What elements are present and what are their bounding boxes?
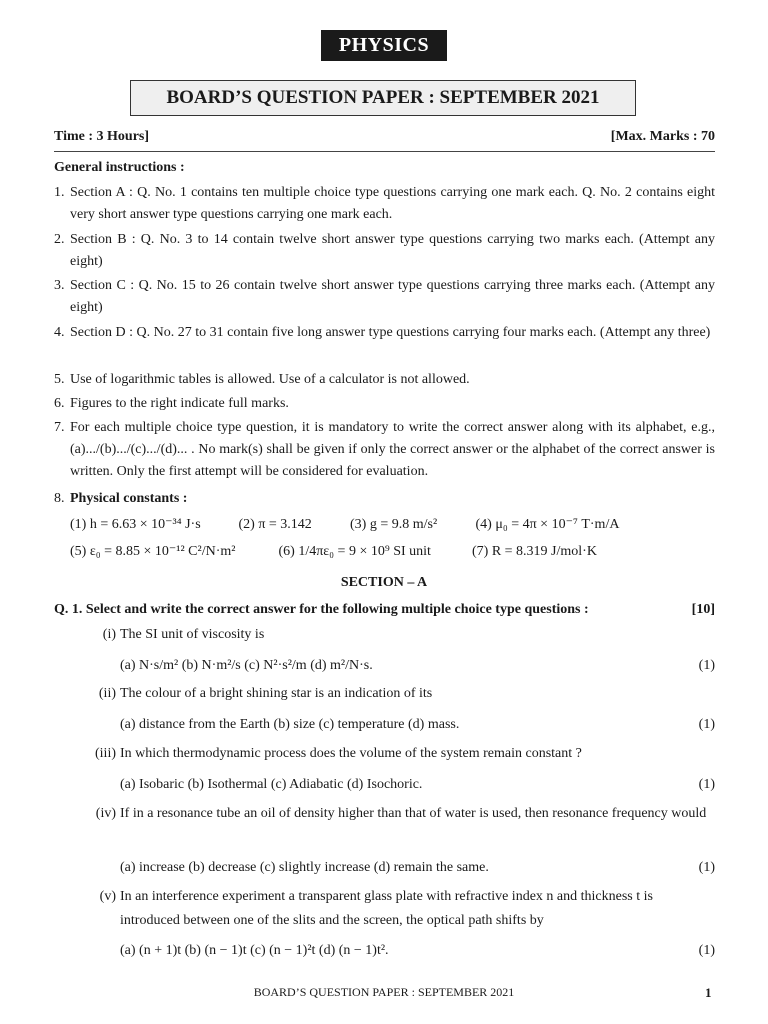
- instruction-text: Section B : Q. No. 3 to 14 contain twelve short answer type questions carrying two marks each. (Attempt any eight): [70, 232, 715, 269]
- subquestion-label: (v): [99, 889, 116, 904]
- instruction-number: 4.: [54, 325, 65, 340]
- instruction-item: [54, 393, 715, 415]
- instruction-text: Section D : Q. No. 27 to 31 contain five long answer type questions carrying four marks each. (Attempt any three): [70, 325, 711, 340]
- max-marks-label: [Max. Marks : 70: [610, 129, 715, 144]
- subquestion-text: In which thermodynamic process does the volume of the system remain constant ?: [120, 746, 582, 761]
- subquestion-label: (iv): [95, 806, 116, 821]
- subquestion-mark: (1): [698, 777, 715, 792]
- subquestion-options: (a) Isobaric (b) Isothermal (c) Adiabatic (d) Isochoric.: [120, 777, 423, 792]
- subquestion-options: (a) distance from the Earth (b) size (c) temperature (d) mass.: [120, 717, 460, 732]
- subquestion-mark: (1): [698, 943, 715, 958]
- instruction-number: 5.: [54, 372, 65, 387]
- section-heading: SECTION – A: [340, 575, 428, 590]
- instruction-number: 3.: [54, 278, 65, 293]
- instruction-item: [54, 229, 715, 273]
- subject-banner: PHYSICS: [321, 30, 447, 61]
- instruction-text: Physical constants :: [70, 491, 188, 506]
- instruction-number: 6.: [54, 396, 65, 411]
- time-label: Time : 3 Hours]: [54, 129, 150, 144]
- instruction-number: 1.: [54, 185, 65, 200]
- page-number: 1: [705, 985, 712, 1000]
- instruction-text: Figures to the right indicate full marks.: [70, 396, 289, 411]
- instruction-item: [54, 275, 715, 319]
- instruction-item: [54, 488, 715, 510]
- instruction-number: 8.: [54, 491, 65, 506]
- constants-row: [70, 516, 619, 533]
- instruction-text: Section C : Q. No. 15 to 26 contain twelve short answer type questions carrying three marks each. (Attempt any eight): [70, 278, 715, 315]
- constant-item: (4) μ₀ = 4π × 10⁻⁷ T·m/A: [475, 517, 620, 532]
- instruction-item: [54, 417, 715, 483]
- subquestion-options: (a) N·s/m² (b) N·m²/s (c) N²·s²/m (d) m²/N·s.: [120, 658, 373, 673]
- paper-meta: [54, 129, 715, 145]
- instruction-text: Section A : Q. No. 1 contains ten multiple choice type questions carrying one mark each. Q. No. 2 contains eight very short answer type questions carrying one mark each.: [70, 185, 715, 222]
- instruction-text: Use of logarithmic tables is allowed. Use of a calculator is not allowed.: [70, 372, 470, 387]
- subquestion-label: (iii): [95, 746, 116, 761]
- subquestion-mark: (1): [698, 860, 715, 875]
- instruction-number: 7.: [54, 420, 65, 435]
- subquestion-options: (a) (n + 1)t (b) (n − 1)t (c) (n − 1)²t (d) (n − 1)t².: [120, 943, 389, 958]
- instruction-item: [54, 369, 715, 391]
- constant-item: (2) π = 3.142: [238, 517, 312, 532]
- question-1-header: [54, 602, 715, 618]
- subquestion-label: (i): [102, 627, 116, 642]
- subquestion-text: If in a resonance tube an oil of density higher than that of water is used, then resonance frequency would: [120, 806, 707, 821]
- instruction-number: 2.: [54, 232, 65, 247]
- paper-title: BOARD’S QUESTION PAPER : SEPTEMBER 2021: [130, 80, 636, 116]
- constant-item: (5) ε₀ = 8.85 × 10⁻¹² C²/N·m²: [70, 544, 236, 559]
- instruction-item: [54, 322, 715, 344]
- subquestion-text: In an interference experiment a transparent glass plate with refractive index n and thickness t is introduced between one of the slits and the screen, the optical path shifts by: [120, 889, 653, 928]
- general-instructions-title: General instructions :: [54, 160, 185, 175]
- divider: [54, 151, 715, 152]
- page-footer: BOARD’S QUESTION PAPER : SEPTEMBER 2021: [253, 985, 515, 999]
- constant-item: (1) h = 6.63 × 10⁻³⁴ J·s: [70, 517, 201, 532]
- question-1-text: Q. 1. Select and write the correct answer for the following multiple choice type questions :: [54, 602, 589, 617]
- constants-row: [70, 543, 597, 560]
- constant-item: (7) R = 8.319 J/mol·K: [472, 544, 597, 559]
- instruction-text: For each multiple choice type question, it is mandatory to write the correct answer along with its alphabet, e.g., (a).../(b).../(c).../(d)... . No mark(s) shall be given if only the correct answer or the alphabet of the correct answer is written. Only the first attempt will be considered for evaluation.: [70, 420, 715, 479]
- subquestion-label: (ii): [98, 686, 116, 701]
- constant-item: (3) g = 9.8 m/s²: [350, 517, 438, 532]
- subquestion-text: The SI unit of viscosity is: [120, 627, 265, 642]
- question-1-marks: [10]: [691, 602, 715, 617]
- subquestion-mark: (1): [698, 658, 715, 673]
- instruction-item: [54, 182, 715, 226]
- subquestion-mark: (1): [698, 717, 715, 732]
- subquestion-options: (a) increase (b) decrease (c) slightly increase (d) remain the same.: [120, 860, 489, 875]
- subquestion-text: The colour of a bright shining star is an indication of its: [120, 686, 433, 701]
- constant-item: (6) 1/4πε₀ = 9 × 10⁹ SI unit: [278, 544, 431, 559]
